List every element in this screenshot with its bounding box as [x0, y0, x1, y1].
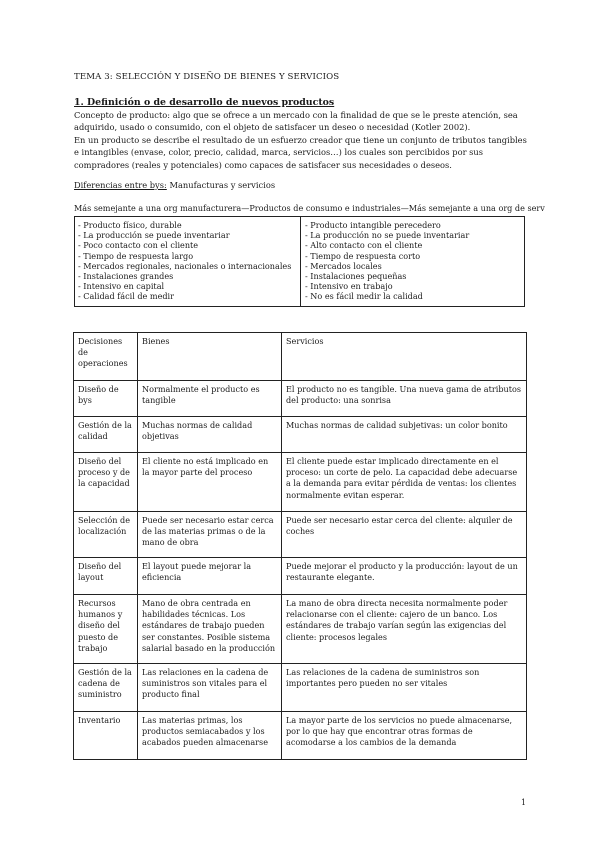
table-row	[74, 453, 527, 512]
table-row	[74, 712, 527, 760]
goods-item: - La producción se puede inventariar	[78, 230, 230, 241]
comparison-divider	[300, 217, 301, 306]
services-cell: El cliente puede estar implicado directamente en el proceso: un corte de pelo. La capacidad debe adecuarse a la demanda para evitar pérdida de ventas: los clientes normalmente evitan esperar.	[282, 453, 527, 512]
decision-cell: Diseño de bys	[74, 381, 138, 417]
decision-cell: Inventario	[74, 712, 138, 760]
product-description-paragraph: En un producto se describe el resultado de un esfuerzo creador que tiene un conjunto de tributos tangibles e intangibles (envase, color, precio, calidad, marca, servicios…) los cuales son percibidos por sus compradores (reales y potenciales) como capaces de satisfacer sus necesidades o deseos.	[74, 135, 527, 170]
goods-item: - Tiempo de respuesta largo	[78, 250, 194, 261]
differences-line	[74, 180, 275, 190]
goods-item: - Instalaciones grandes	[78, 271, 174, 282]
services-cell: La mayor parte de los servicios no puede almacenarse, por lo que hay que encontrar otras formas de acomodarse a los cambios de la demanda	[282, 712, 527, 760]
goods-cell: Las relaciones en la cadena de suministros son vitales para el producto final	[138, 664, 282, 712]
goods-cell: Las materias primas, los productos semiacabados y los acabados pueden almacenarse	[138, 712, 282, 760]
continuum-line: Más semejante a una org manufacturera—Productos de consumo e industriales—Más semejante a una org de serv	[74, 203, 545, 213]
product-concept-paragraph: Concepto de producto: algo que se ofrece a un mercado con la finalidad de que se le preste atención, sea adquirido, usado o consumido, con el objeto de satisfacer un deseo o necesidad (Kotler 2002).	[74, 110, 518, 133]
table-row	[74, 381, 527, 417]
services-item: - La producción no se puede inventariar	[305, 230, 470, 241]
services-item: - Mercados locales	[305, 260, 382, 271]
goods-item: - Producto físico, durable	[78, 220, 182, 230]
table-row	[74, 558, 527, 595]
services-characteristics-list	[305, 220, 469, 302]
goods-item: - Calidad fácil de medir	[78, 291, 175, 302]
services-cell: Puede mejorar el producto y la producción: layout de un restaurante elegante.	[282, 558, 527, 595]
page-number: 1	[521, 798, 527, 807]
differences-label: Diferencias entre bys:	[74, 180, 167, 190]
table-row	[74, 512, 527, 558]
goods-characteristics-list	[78, 220, 291, 302]
goods-cell: Puede ser necesario estar cerca de las materias primas o de la mano de obra	[138, 512, 282, 558]
decision-cell: Recursos humanos y diseño del puesto de trabajo	[74, 595, 138, 664]
table-row	[74, 595, 527, 664]
header-goods: Bienes	[138, 333, 282, 381]
goods-cell: Mano de obra centrada en habilidades técnicas. Los estándares de trabajo pueden ser constantes. Posible sistema salarial basado en la producción	[138, 595, 282, 664]
goods-services-comparison-box	[74, 216, 525, 307]
services-item: - Alto contacto con el cliente	[305, 240, 423, 251]
topic-title: TEMA 3: SELECCIÓN Y DISEÑO DE BIENES Y SERVICIOS	[74, 72, 340, 82]
services-item: - Producto intangible perecedero	[305, 220, 441, 230]
services-cell: El producto no es tangible. Una nueva gama de atributos del producto: una sonrisa	[282, 381, 527, 417]
goods-cell: Muchas normas de calidad objetivas	[138, 417, 282, 453]
decision-cell: Gestión de la cadena de suministro	[74, 664, 138, 712]
services-cell: La mano de obra directa necesita normalmente poder relacionarse con el cliente: cajero de un banco. Los estándares de trabajo varían según las exigencias del cliente: procesos legales	[282, 595, 527, 664]
header-decisions: Decisiones de operaciones	[74, 333, 138, 381]
goods-item: - Intensivo en capital	[78, 281, 165, 292]
services-cell: Puede ser necesario estar cerca del cliente: alquiler de coches	[282, 512, 527, 558]
table-row	[74, 417, 527, 453]
decision-cell: Gestión de la calidad	[74, 417, 138, 453]
services-cell: Muchas normas de calidad subjetivas: un color bonito	[282, 417, 527, 453]
goods-item: - Mercados regionales, nacionales o internacionales	[78, 260, 292, 271]
services-item: - Instalaciones pequeñas	[305, 271, 407, 282]
section-heading: 1. Definición o de desarrollo de nuevos productos	[74, 97, 335, 108]
services-item: - Tiempo de respuesta corto	[305, 250, 421, 261]
goods-cell: El cliente no está implicado en la mayor parte del proceso	[138, 453, 282, 512]
decision-cell: Diseño del layout	[74, 558, 138, 595]
operations-decisions-table	[73, 332, 527, 760]
services-item: - No es fácil medir la calidad	[305, 291, 423, 302]
goods-cell: Normalmente el producto es tangible	[138, 381, 282, 417]
header-services: Servicios	[282, 333, 527, 381]
table-header-row	[74, 333, 527, 381]
goods-item: - Poco contacto con el cliente	[78, 240, 199, 251]
differences-text: Manufacturas y servicios	[166, 180, 276, 190]
decision-cell: Diseño del proceso y de la capacidad	[74, 453, 138, 512]
services-item: - Intensivo en trabajo	[305, 281, 393, 292]
goods-cell: El layout puede mejorar la eficiencia	[138, 558, 282, 595]
services-cell: Las relaciones de la cadena de suministros son importantes pero pueden no ser vitales	[282, 664, 527, 712]
table-row	[74, 664, 527, 712]
decision-cell: Selección de localización	[74, 512, 138, 558]
